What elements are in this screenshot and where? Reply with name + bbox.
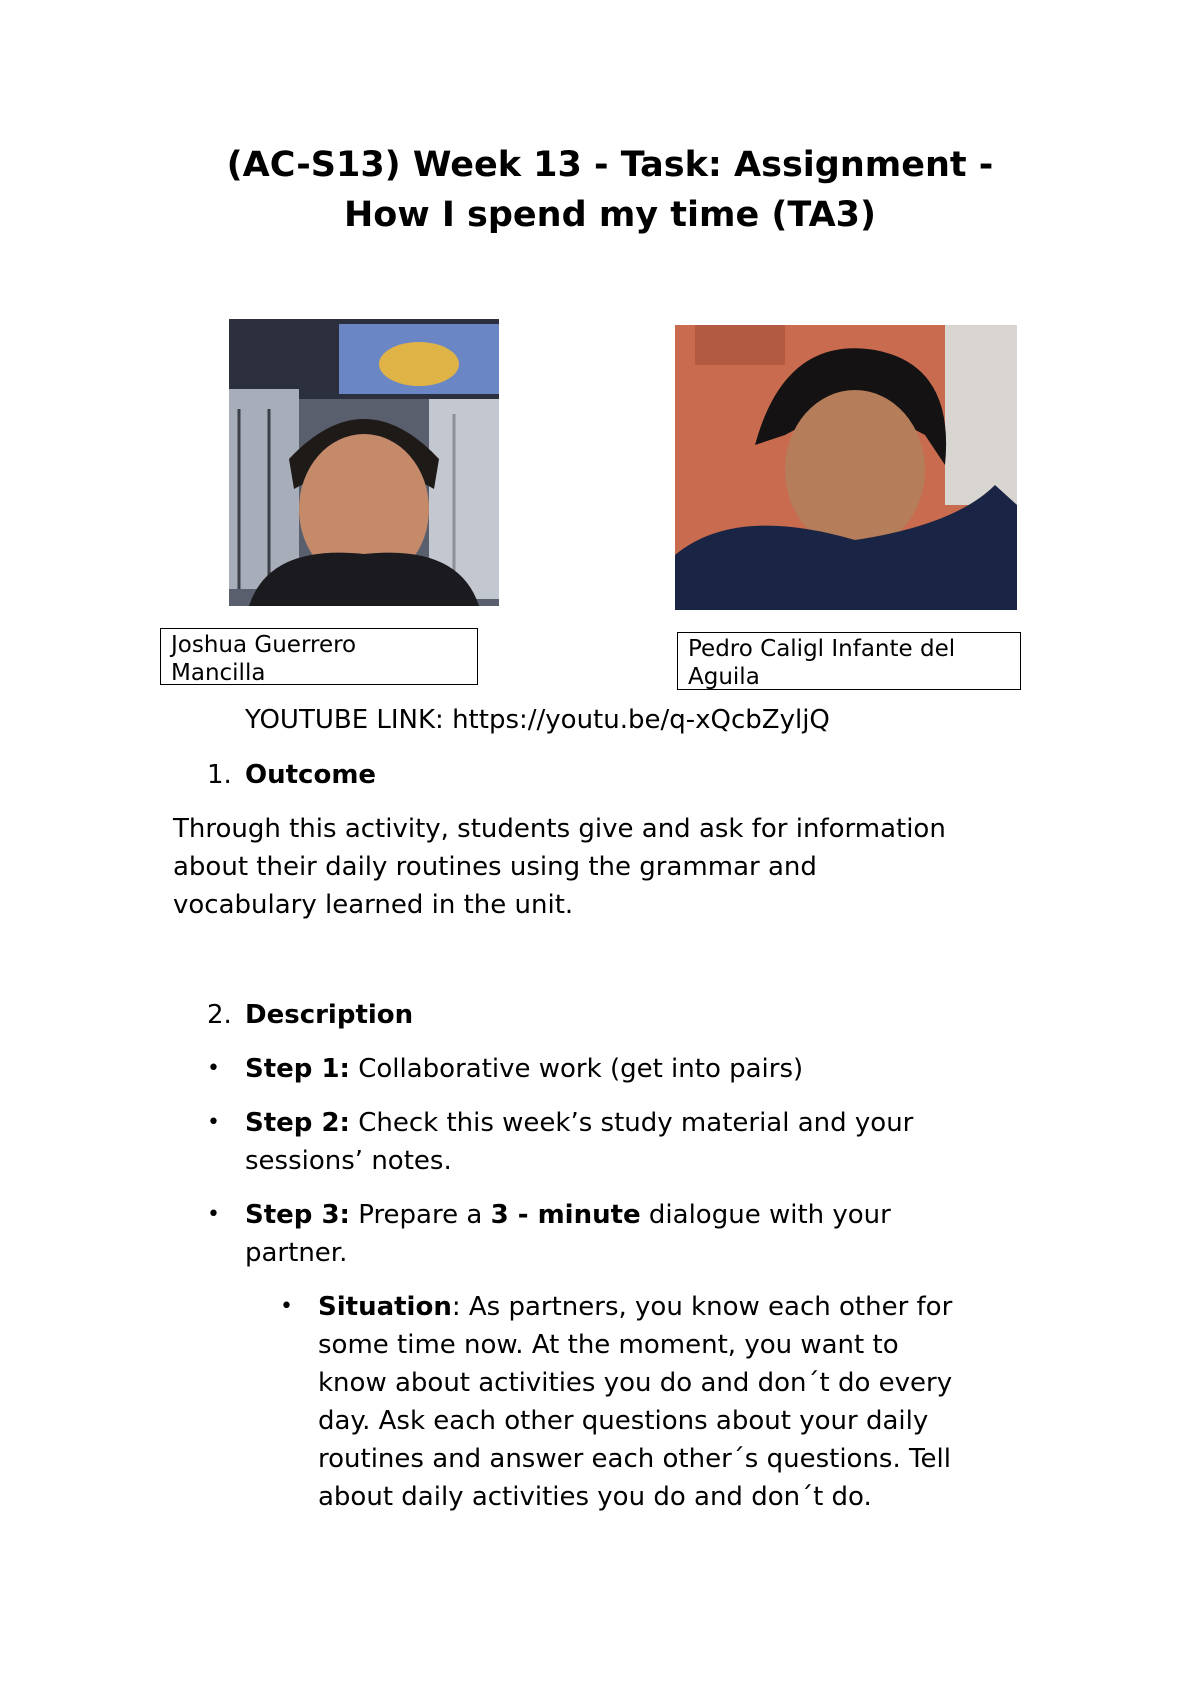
student-name-1-line-1: Joshua Guerrero (171, 632, 357, 658)
student-photo-1 (229, 319, 499, 606)
situation-line: routines and answer each other´s questions. Tell (318, 1444, 951, 1474)
youtube-link[interactable]: YOUTUBE LINK: https://youtu.be/q-xQcbZyljQ (245, 705, 830, 735)
outcome-heading (207, 756, 376, 794)
title-line-1: (AC-S13) Week 13 - Task: Assignment - (226, 145, 994, 185)
step-2-text-cont: sessions’ notes. (245, 1146, 452, 1176)
student-photo-2 (675, 325, 1017, 610)
step-1-text: Collaborative work (get into pairs) (349, 1054, 804, 1084)
student-name-1-line-2: Mancilla (171, 660, 266, 686)
student-name-box-1 (160, 628, 478, 685)
situation-line: day. Ask each other questions about your daily (318, 1406, 929, 1436)
step-2-label: Step 2: (245, 1108, 350, 1138)
bullet-icon: • (207, 1110, 220, 1135)
page-title (150, 140, 1070, 240)
bullet-icon: • (280, 1294, 293, 1319)
step-2 (245, 1104, 913, 1180)
step-3-text: Prepare a (349, 1200, 491, 1230)
student-name-box-2 (677, 632, 1021, 690)
description-title: Description (245, 1000, 414, 1030)
student-name-2-line-2: Aguila (688, 664, 760, 690)
situation-line: some time now. At the moment, you want to (318, 1330, 899, 1360)
outcome-line: vocabulary learned in the unit. (173, 890, 574, 920)
outcome-line: Through this activity, students give and ask for information (173, 814, 946, 844)
step-2-text: Check this week’s study material and your (349, 1108, 914, 1138)
title-line-2: How I spend my time (TA3) (343, 195, 877, 235)
bullet-icon: • (207, 1056, 220, 1081)
step-3-label: Step 3: (245, 1200, 350, 1230)
step-3-text-cont: partner. (245, 1238, 348, 1268)
situation-line: know about activities you do and don´t do every (318, 1368, 953, 1398)
description-number: 2. (207, 1000, 232, 1030)
step-1-label: Step 1: (245, 1054, 350, 1084)
step-3 (245, 1196, 891, 1272)
outcome-number: 1. (207, 760, 232, 790)
situation-label: Situation (318, 1292, 452, 1322)
situation-line: about daily activities you do and don´t do. (318, 1482, 872, 1512)
situation-line: : As partners, you know each other for (451, 1292, 953, 1322)
outcome-line: about their daily routines using the grammar and (173, 852, 817, 882)
step-1 (245, 1050, 803, 1088)
bullet-icon: • (207, 1202, 220, 1227)
description-heading (207, 996, 413, 1034)
situation (318, 1288, 952, 1516)
outcome-title: Outcome (245, 760, 377, 790)
student-name-2-line-1: Pedro Caligl Infante del (688, 636, 956, 662)
step-3-duration: 3 - minute (490, 1200, 641, 1230)
outcome-body (173, 810, 946, 924)
step-3-text-b: dialogue with your (640, 1200, 891, 1230)
